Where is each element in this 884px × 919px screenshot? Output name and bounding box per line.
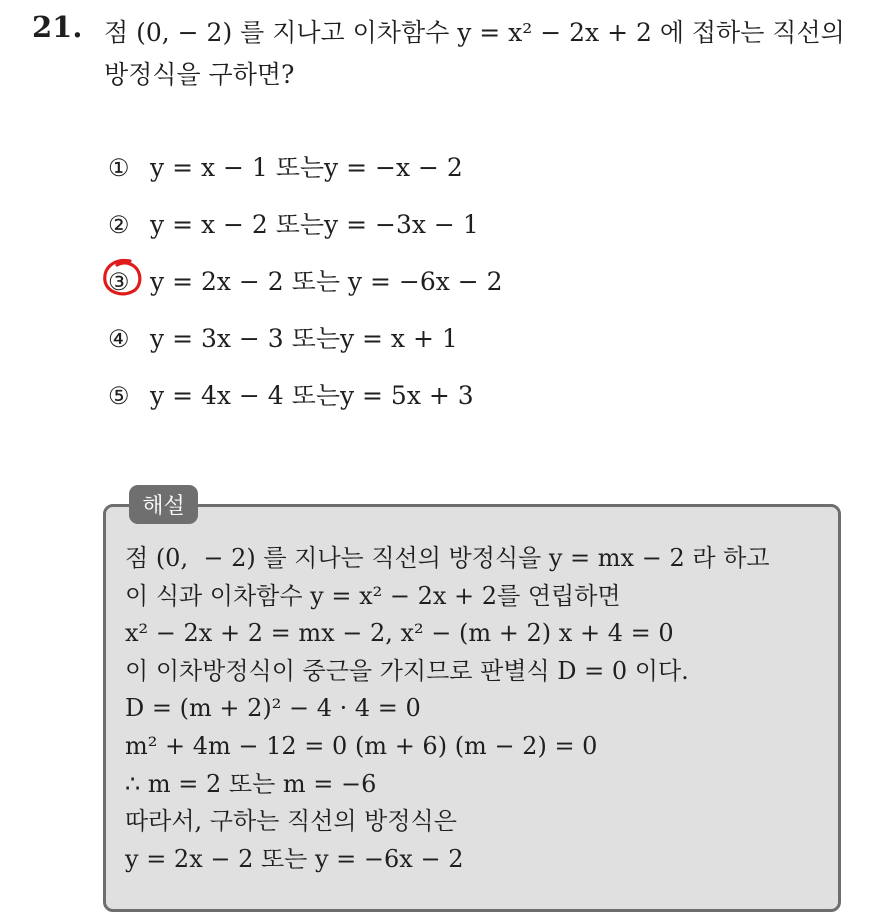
option-number: ④ (108, 324, 130, 353)
option-4[interactable] (108, 310, 503, 367)
solution-line: 점 (0, − 2) 를 지나는 직선의 방정식을 y = mx − 2 라 하고 (125, 544, 770, 572)
option-text: y = 3x − 3 또는y = x + 1 (150, 323, 458, 353)
solution-line: 이 식과 이차함수 y = x² − 2x + 2를 연립하면 (125, 581, 621, 610)
option-1[interactable] (108, 139, 503, 196)
solution-line: D = (m + 2)² − 4 · 4 = 0 (125, 694, 421, 723)
option-text: y = x − 2 또는y = −3x − 1 (150, 209, 479, 239)
question-number: 21. (32, 10, 83, 44)
answer-circle-mark (100, 256, 144, 300)
option-number: ① (108, 153, 130, 182)
option-number: ② (108, 210, 130, 239)
option-2[interactable] (108, 196, 503, 253)
solution-line: m² + 4m − 12 = 0 (m + 6) (m − 2) = 0 (125, 731, 598, 760)
question-text: 점 (0, − 2) 를 지나고 이차함수 y = x² − 2x + 2 에 접하는 직선의 방정식을 구하면? (104, 18, 845, 89)
solution-tag: 해설 (129, 485, 198, 524)
solution-line: 이 이차방정식이 중근을 가지므로 판별식 D = 0 이다. (125, 656, 689, 685)
solution-line: y = 2x − 2 또는 y = −6x − 2 (125, 844, 464, 873)
option-text: y = 2x − 2 또는 y = −6x − 2 (150, 266, 503, 296)
option-text: y = 4x − 4 또는y = 5x + 3 (150, 380, 474, 410)
solution-line: x² − 2x + 2 = mx − 2, x² − (m + 2) x + 4 = 0 (125, 619, 674, 648)
option-5[interactable] (108, 367, 503, 424)
option-3[interactable] (108, 253, 503, 310)
solution-text (125, 540, 825, 878)
answer-options (108, 139, 503, 424)
option-number: ③ (108, 267, 130, 296)
solution-line: ∴ m = 2 또는 m = −6 (125, 769, 377, 798)
solution-line: 따라서, 구하는 직선의 방정식은 (125, 807, 457, 836)
option-number: ⑤ (108, 381, 130, 410)
option-text: y = x − 1 또는y = −x − 2 (150, 152, 463, 182)
